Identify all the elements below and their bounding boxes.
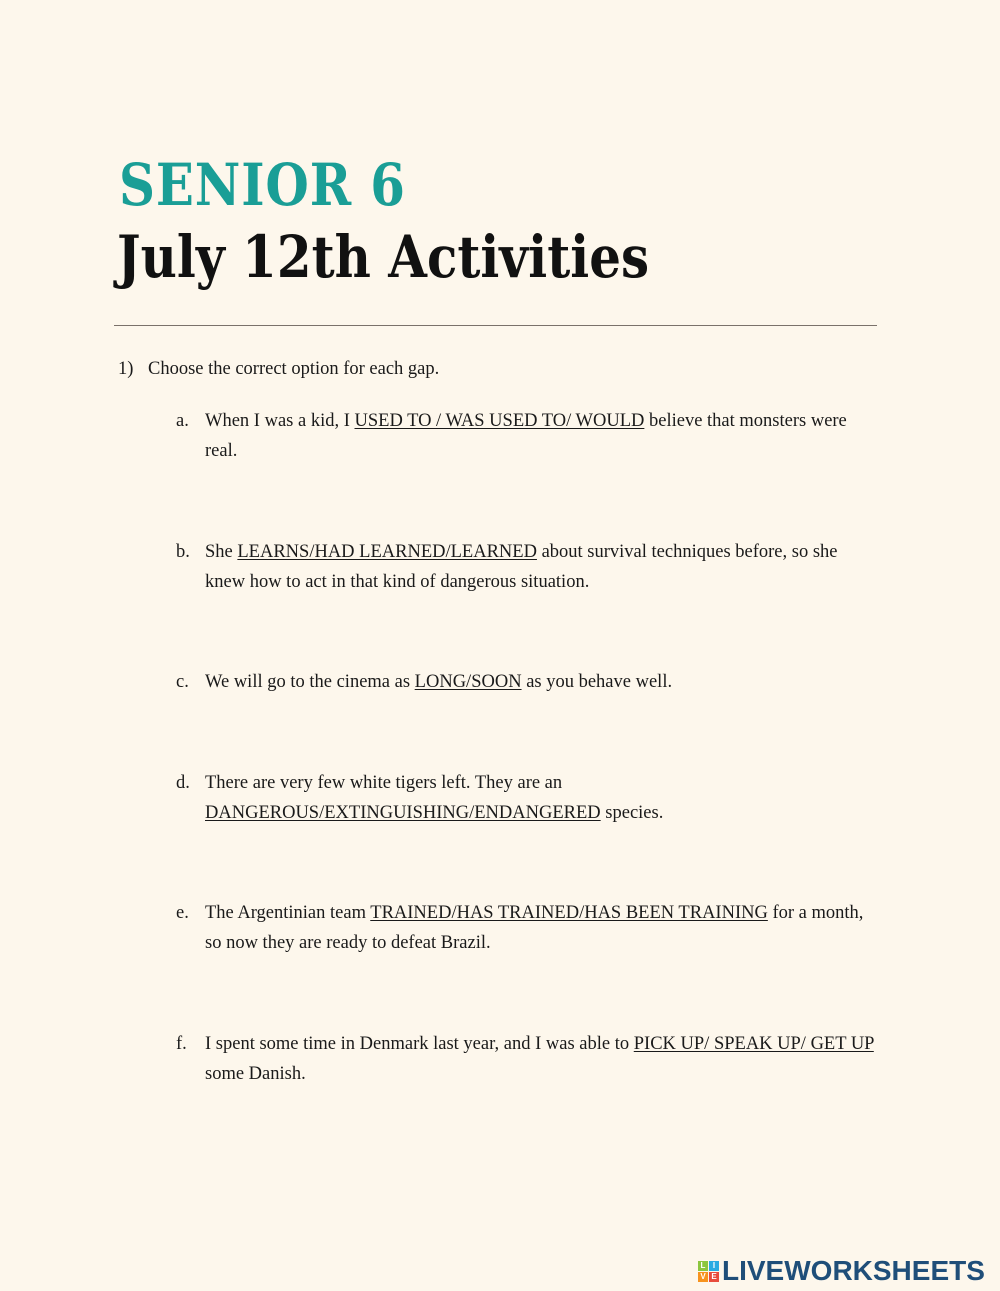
item-text-after: believe that monsters were real. bbox=[205, 411, 847, 461]
exercise-item bbox=[176, 667, 876, 697]
gap-options[interactable]: USED TO / WAS USED TO/ WOULD bbox=[354, 411, 645, 431]
question-text: Choose the correct option for each gap. bbox=[148, 359, 440, 379]
item-text bbox=[205, 406, 876, 466]
gap-options[interactable]: LEARNS/HAD LEARNED/LEARNED bbox=[237, 542, 537, 562]
item-text bbox=[205, 667, 876, 697]
item-text-before: She bbox=[205, 542, 238, 562]
gap-options[interactable]: DANGEROUS/EXTINGUISHING/ENDANGERED bbox=[205, 803, 601, 823]
item-text-after: as you behave well. bbox=[521, 672, 673, 692]
item-marker: a. bbox=[176, 411, 189, 431]
logo-tile: V bbox=[698, 1272, 708, 1282]
liveworksheets-logo bbox=[698, 1255, 985, 1287]
item-text-after: some Danish. bbox=[205, 1064, 306, 1084]
logo-tile: L bbox=[698, 1261, 708, 1271]
item-marker: b. bbox=[176, 542, 190, 562]
logo-tiles-icon bbox=[698, 1261, 719, 1282]
question-number: 1) bbox=[118, 359, 134, 379]
item-text bbox=[205, 537, 876, 597]
question-instruction bbox=[118, 359, 439, 380]
item-text-before: There are very few white tigers left. They are an bbox=[205, 773, 563, 793]
gap-options[interactable]: TRAINED/HAS TRAINED/HAS BEEN TRAINING bbox=[370, 903, 768, 923]
logo-text: LIVEWORKSHEETS bbox=[722, 1255, 985, 1286]
item-marker: e. bbox=[176, 903, 189, 923]
gap-options[interactable]: PICK UP/ SPEAK UP/ GET UP bbox=[633, 1034, 874, 1054]
item-text-after: for a month, so now they are ready to defeat Brazil. bbox=[205, 903, 864, 953]
page-subtitle: SENIOR 6 bbox=[119, 151, 406, 219]
exercise-item bbox=[176, 537, 876, 597]
exercise-item bbox=[176, 406, 876, 466]
item-marker: f. bbox=[176, 1034, 187, 1054]
item-text-after: about survival techniques before, so she knew how to act in that kind of dangerous situation. bbox=[205, 542, 838, 592]
item-text bbox=[205, 768, 876, 828]
item-text-before: When I was a kid, I bbox=[205, 411, 355, 431]
page-title: July 12th Activities bbox=[117, 223, 650, 291]
item-text-before: I spent some time in Denmark last year, and I was able to bbox=[205, 1034, 634, 1054]
item-text-after: species. bbox=[600, 803, 664, 823]
exercise-item bbox=[176, 898, 876, 958]
item-text-before: We will go to the cinema as bbox=[205, 672, 415, 692]
exercise-item bbox=[176, 768, 876, 828]
item-text bbox=[205, 898, 876, 958]
exercise-item bbox=[176, 1029, 876, 1089]
gap-options[interactable]: LONG/SOON bbox=[414, 672, 522, 692]
logo-tile: I bbox=[709, 1261, 719, 1271]
item-text bbox=[205, 1029, 876, 1089]
logo-tile: E bbox=[709, 1272, 719, 1282]
item-marker: d. bbox=[176, 773, 190, 793]
item-marker: c. bbox=[176, 672, 189, 692]
divider bbox=[114, 325, 877, 326]
item-text-before: The Argentinian team bbox=[205, 903, 371, 923]
